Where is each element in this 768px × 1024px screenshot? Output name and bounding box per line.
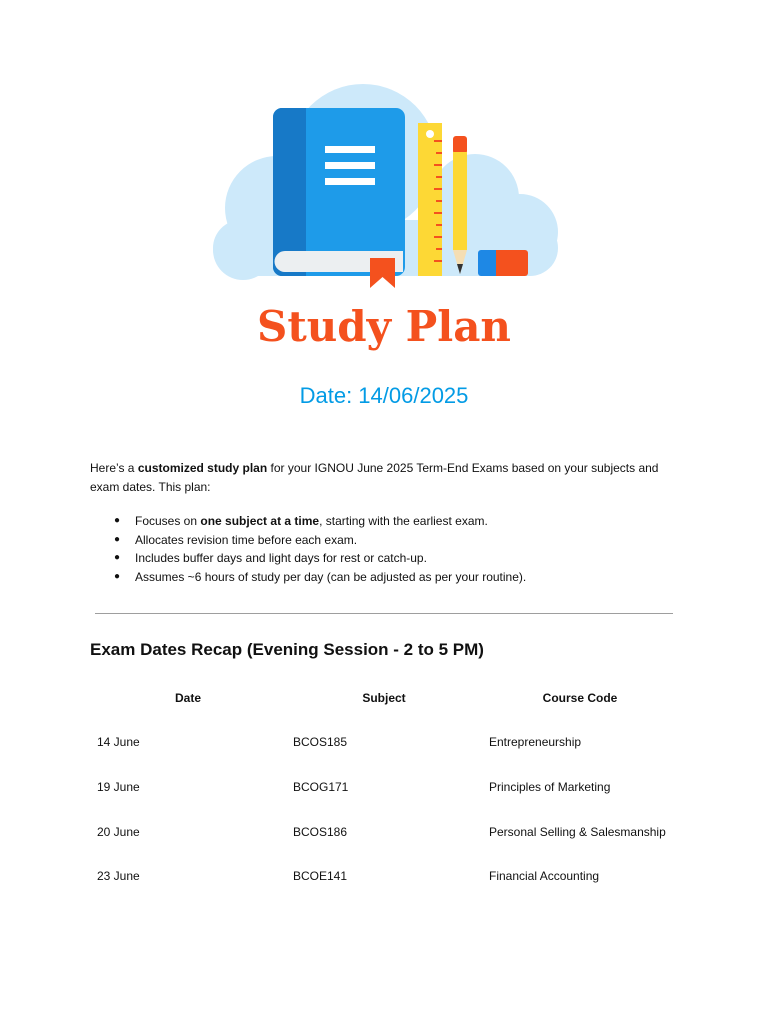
pencil-icon bbox=[453, 136, 467, 274]
cell-date: 20 June bbox=[97, 824, 140, 839]
cell-subject: BCOE141 bbox=[293, 869, 348, 884]
section-divider bbox=[95, 613, 673, 614]
bullet-dot: ● bbox=[114, 552, 121, 564]
intro-paragraph bbox=[90, 459, 690, 497]
table-row bbox=[90, 720, 678, 765]
table-row bbox=[90, 854, 678, 899]
cell-subject: BCOG171 bbox=[293, 780, 349, 795]
exam-dates-table bbox=[90, 676, 678, 899]
bullet-item bbox=[90, 549, 690, 568]
date-line: Date: 14/06/2025 bbox=[299, 383, 469, 408]
bullet-dot: ● bbox=[114, 515, 121, 526]
plan-bullet-list bbox=[90, 512, 690, 587]
cell-date: 19 June bbox=[97, 780, 140, 795]
exam-section-heading: Exam Dates Recap (Evening Session - 2 to 5 PM) bbox=[90, 640, 484, 659]
bullet-prefix: Focuses on bbox=[135, 514, 201, 528]
bookmark-icon bbox=[370, 258, 395, 288]
cell-date: 23 June bbox=[97, 869, 140, 884]
intro-prefix: Here’s a bbox=[90, 461, 138, 475]
bullet-item bbox=[90, 531, 690, 550]
bullet-item bbox=[90, 568, 690, 587]
column-header-date: Date bbox=[174, 691, 201, 705]
bullet-bold: one subject at a time bbox=[200, 514, 320, 528]
bullet-dot: ● bbox=[114, 571, 121, 583]
cell-subject: BCOS186 bbox=[293, 824, 348, 839]
intro-bold: customized study plan bbox=[137, 461, 268, 475]
table-row bbox=[90, 765, 678, 810]
column-header-subject: Subject bbox=[362, 691, 406, 705]
cell-subject: BCOS185 bbox=[293, 735, 348, 750]
bullet-suffix: , starting with the earliest exam. bbox=[319, 514, 488, 528]
bullet-item bbox=[90, 512, 690, 531]
book-icon bbox=[273, 108, 405, 276]
cell-date: 14 June bbox=[97, 735, 140, 750]
table-row bbox=[90, 809, 678, 854]
cell-course-code: Personal Selling & Salesmanship bbox=[489, 824, 666, 839]
column-header-course-code: Course Code bbox=[542, 691, 618, 705]
table-header-row bbox=[90, 676, 678, 720]
cell-course-code: Principles of Marketing bbox=[489, 780, 611, 795]
page-title: Study Plan bbox=[257, 302, 511, 351]
eraser-icon bbox=[478, 250, 528, 276]
cell-course-code: Financial Accounting bbox=[489, 869, 600, 884]
bullet-dot: ● bbox=[114, 533, 121, 545]
intro-suffix: for your IGNOU June 2025 Term-End Exams based on your subjects and exam dates. This plan: bbox=[90, 461, 659, 494]
cell-course-code: Entrepreneurship bbox=[489, 735, 582, 750]
bullet-prefix: Allocates revision time before each exam. bbox=[135, 532, 358, 547]
bullet-prefix: Assumes ~6 hours of study per day (can be adjusted as per your routine). bbox=[135, 570, 527, 585]
study-illustration bbox=[205, 80, 565, 295]
bullet-prefix: Includes buffer days and light days for rest or catch-up. bbox=[135, 551, 427, 566]
ruler-icon bbox=[418, 123, 442, 276]
